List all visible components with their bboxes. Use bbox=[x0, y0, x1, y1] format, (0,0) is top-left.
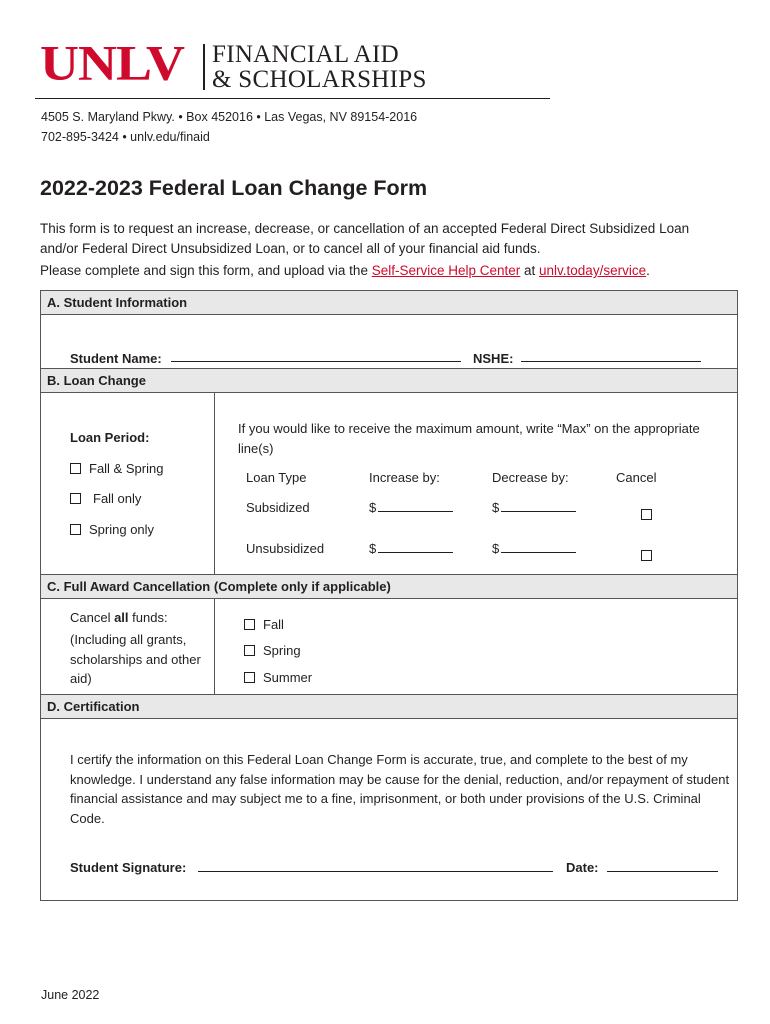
footer-date: June 2022 bbox=[41, 988, 100, 1002]
upload-prefix: Please complete and sign this form, and upload via the bbox=[40, 263, 372, 278]
checkbox-icon[interactable] bbox=[70, 463, 81, 474]
row-unsubsidized-label: Unsubsidized bbox=[246, 541, 325, 556]
col-cancel: Cancel bbox=[616, 470, 657, 485]
row-subsidized-label: Subsidized bbox=[246, 500, 310, 515]
checkbox-icon[interactable] bbox=[244, 672, 255, 683]
option-label: Spring only bbox=[89, 522, 155, 537]
col-increase: Increase by: bbox=[369, 470, 440, 485]
unsubsidized-decrease-field[interactable] bbox=[501, 552, 576, 553]
subsidized-cancel-checkbox[interactable] bbox=[641, 509, 652, 520]
logo-divider bbox=[203, 44, 205, 90]
upload-mid: at bbox=[520, 263, 540, 278]
option-label: Spring bbox=[263, 643, 301, 658]
intro-paragraph: This form is to request an increase, decrease, or cancellation of an accepted Federal Direct Subsidized Loan and/or Federal Direct Unsubsidized Loan, or to cancel all of your financial aid funds. bbox=[40, 221, 690, 256]
cancel-spring-option[interactable] bbox=[244, 643, 301, 658]
checkbox-icon[interactable] bbox=[244, 619, 255, 630]
option-fall-only[interactable] bbox=[70, 491, 141, 506]
section-a-header: A. Student Information bbox=[41, 290, 737, 315]
section-c-header: C. Full Award Cancellation (Complete only if applicable) bbox=[41, 574, 737, 599]
date-label: Date: bbox=[566, 860, 599, 875]
contact-line: 702-895-3424 • unlv.edu/finaid bbox=[41, 130, 210, 144]
upload-suffix: . bbox=[646, 263, 650, 278]
max-instruction: If you would like to receive the maximum amount, write “Max” on the appropriate line(s) bbox=[238, 421, 700, 456]
self-service-link[interactable]: Self-Service Help Center bbox=[371, 263, 521, 278]
cancel-prefix: Cancel bbox=[70, 610, 115, 625]
option-label: Summer bbox=[263, 670, 313, 685]
option-label: Fall bbox=[263, 617, 284, 632]
dollar-sign: $ bbox=[369, 541, 377, 556]
subsidized-increase-field[interactable] bbox=[378, 511, 453, 512]
checkbox-icon[interactable] bbox=[70, 524, 81, 535]
cancel-note: (Including all grants, scholarships and other aid) bbox=[70, 632, 201, 686]
certification-statement: I certify the information on this Federal Loan Change Form is accurate, true, and complete to the best of my knowledge. I understand any false information may be cause for the denial, reduction, and/or repayment of student financial assistance and may subject me to a fine, imprisonment, or both under provisions of the U.S. Criminal Code. bbox=[70, 752, 730, 826]
dollar-sign: $ bbox=[369, 500, 377, 515]
date-field[interactable] bbox=[607, 871, 718, 872]
page-title: 2022-2023 Federal Loan Change Form bbox=[40, 176, 428, 200]
dollar-sign: $ bbox=[492, 541, 500, 556]
upload-instructions bbox=[40, 263, 650, 278]
option-label: Fall only bbox=[93, 491, 142, 506]
nshe-field[interactable] bbox=[521, 361, 701, 362]
cancel-bold: all bbox=[114, 610, 129, 625]
unsubsidized-increase-field[interactable] bbox=[378, 552, 453, 553]
option-spring-only[interactable] bbox=[70, 522, 154, 537]
section-b-divider bbox=[214, 392, 215, 574]
checkbox-icon[interactable] bbox=[70, 493, 81, 504]
section-c-divider bbox=[214, 598, 215, 694]
col-decrease: Decrease by: bbox=[492, 470, 569, 485]
dollar-sign: $ bbox=[492, 500, 500, 515]
cancel-suffix: funds: bbox=[128, 610, 168, 625]
section-b-header: B. Loan Change bbox=[41, 368, 737, 393]
nshe-label: NSHE: bbox=[473, 351, 514, 366]
unsubsidized-cancel-checkbox[interactable] bbox=[641, 550, 652, 561]
service-url-link[interactable]: unlv.today/service bbox=[539, 263, 647, 278]
header-rule bbox=[35, 98, 550, 99]
col-loan-type: Loan Type bbox=[246, 470, 307, 485]
option-fall-spring[interactable] bbox=[70, 461, 163, 476]
logo-text-financial-aid: FINANCIAL AID bbox=[212, 41, 399, 68]
checkbox-icon[interactable] bbox=[244, 645, 255, 656]
logo-text-scholarships: & SCHOLARSHIPS bbox=[212, 66, 427, 93]
option-label: Fall & Spring bbox=[89, 461, 164, 476]
student-name-field[interactable] bbox=[171, 361, 461, 362]
unlv-logo: UNLV bbox=[40, 35, 185, 91]
cancel-fall-option[interactable] bbox=[244, 617, 284, 632]
student-name-label: Student Name: bbox=[70, 351, 162, 366]
signature-label: Student Signature: bbox=[70, 860, 187, 875]
cancel-summer-option[interactable] bbox=[244, 670, 312, 685]
loan-period-label: Loan Period: bbox=[70, 430, 150, 445]
subsidized-decrease-field[interactable] bbox=[501, 511, 576, 512]
cancel-all-funds-label bbox=[70, 610, 168, 625]
address-line: 4505 S. Maryland Pkwy. • Box 452016 • Las Vegas, NV 89154-2016 bbox=[41, 110, 418, 124]
signature-field[interactable] bbox=[198, 871, 553, 872]
section-d-header: D. Certification bbox=[41, 694, 737, 719]
